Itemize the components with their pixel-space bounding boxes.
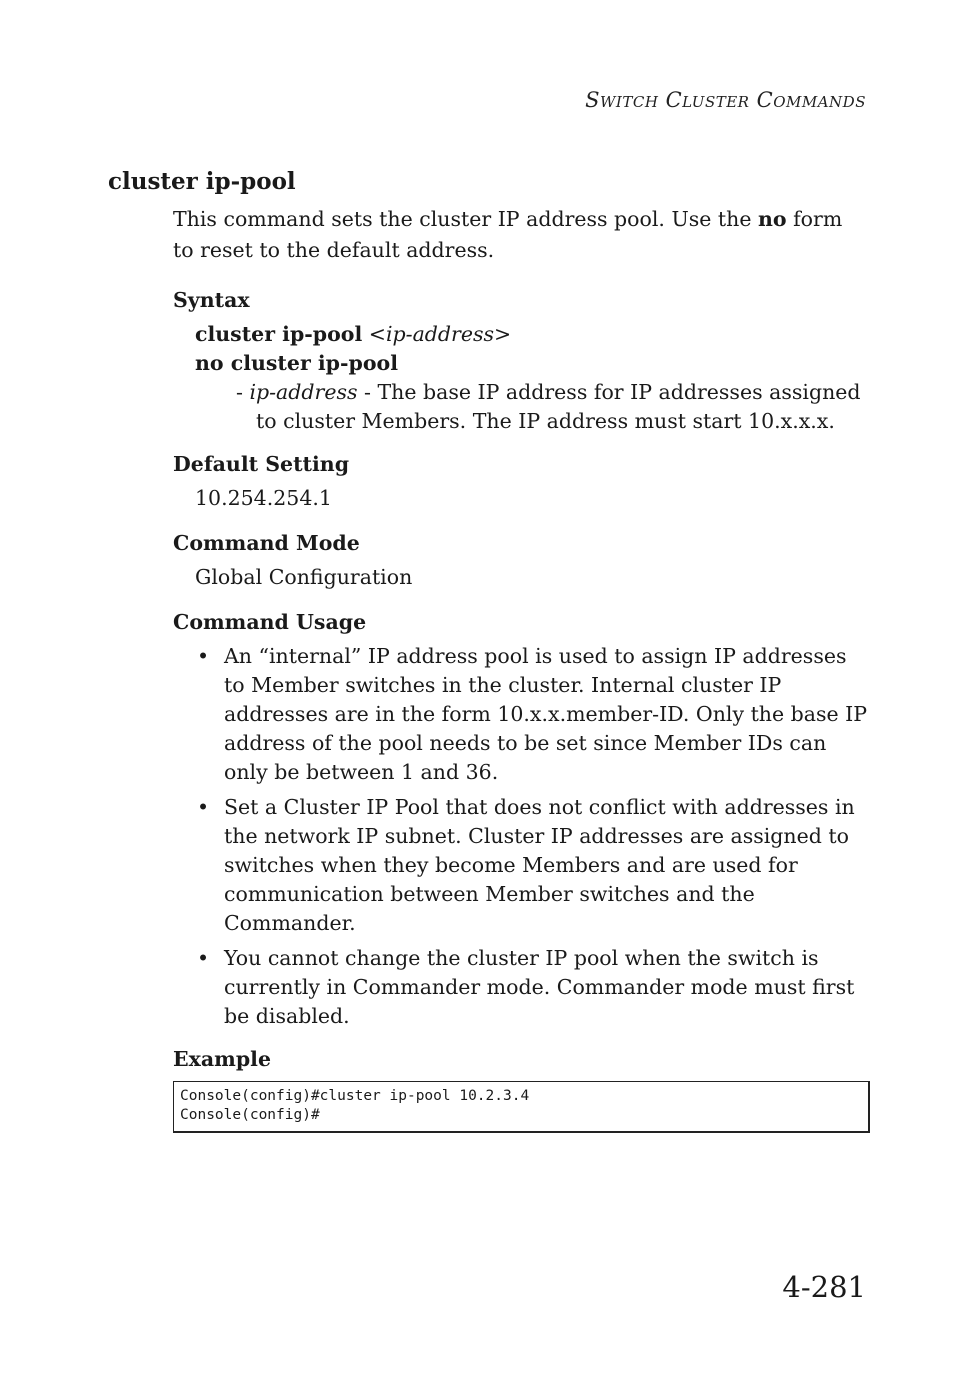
parameter-text: - The base IP address for IP addresses assigned to cluster Members. The IP address must start 10.x.x.x. bbox=[256, 380, 861, 433]
syntax-open-bracket: < bbox=[362, 322, 386, 346]
command-mode-heading: Command Mode bbox=[173, 531, 360, 555]
command-mode-value: Global Configuration bbox=[195, 565, 413, 589]
description-keyword-no: no bbox=[758, 207, 787, 231]
running-header: Switch Cluster Commands bbox=[585, 88, 866, 112]
example-code-box bbox=[173, 1081, 870, 1133]
command-usage-list bbox=[195, 642, 869, 1031]
description-text-start: This command sets the cluster IP address pool. Use the bbox=[173, 207, 758, 231]
usage-item-text: Set a Cluster IP Pool that does not conflict with addresses in the network IP subnet. Cluster IP addresses are assigned to switches when they become Members and are used for communication between Member switches and the Commander. bbox=[224, 795, 855, 935]
command-content bbox=[173, 204, 869, 1133]
syntax-line-no bbox=[195, 349, 869, 378]
usage-item bbox=[195, 642, 869, 787]
code-line: Console(config)# bbox=[180, 1107, 320, 1123]
command-usage-heading: Command Usage bbox=[173, 610, 367, 634]
parameter-dash: - bbox=[236, 380, 250, 404]
bullet-icon: • bbox=[197, 946, 210, 970]
usage-item-text: An “internal” IP address pool is used to assign IP addresses to Member switches in the cluster. Internal cluster IP addresses are in the form 10.x.x.member-ID. Only the base IP address of the pool needs to be set since Member IDs can only be between 1 and 36. bbox=[224, 644, 868, 784]
default-setting-value: 10.254.254.1 bbox=[195, 486, 332, 510]
syntax-line-set bbox=[195, 320, 869, 349]
code-line: Console(config)#cluster ip-pool 10.2.3.4 bbox=[180, 1088, 530, 1104]
example-heading: Example bbox=[173, 1047, 271, 1071]
parameter-name: ip-address bbox=[249, 380, 358, 404]
usage-item-text: You cannot change the cluster IP pool when the switch is currently in Commander mode. Commander mode must first be disabled. bbox=[224, 946, 855, 1028]
parameter-description bbox=[236, 378, 869, 436]
syntax-no-keyword: no cluster ip-pool bbox=[195, 351, 398, 375]
usage-item bbox=[195, 944, 869, 1031]
command-title: cluster ip-pool bbox=[108, 168, 296, 195]
command-description bbox=[173, 204, 869, 266]
default-setting-heading: Default Setting bbox=[173, 452, 350, 476]
usage-item bbox=[195, 793, 869, 938]
bullet-icon: • bbox=[197, 644, 210, 668]
syntax-keyword: cluster ip-pool bbox=[195, 322, 363, 346]
page-number: 4-281 bbox=[782, 1270, 866, 1304]
description-text-end: form to reset to the default address. bbox=[173, 207, 843, 262]
syntax-heading: Syntax bbox=[173, 288, 250, 312]
syntax-close-bracket: > bbox=[494, 322, 512, 346]
bullet-icon: • bbox=[197, 795, 210, 819]
syntax-parameter: ip-address bbox=[385, 322, 495, 346]
